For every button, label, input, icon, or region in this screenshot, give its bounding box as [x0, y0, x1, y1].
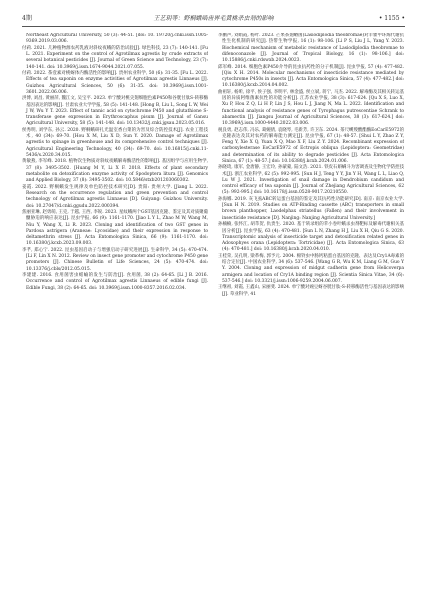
reference-entry: 曲祖轩, 杨昕, 徐平, 侯子强, 李明平, 林金盛, 侯立斌, 蒋宁, 马杰. 2022. 解毒酶及其相关转运基因的异质阿维菌素抗性的功能分析[J]. 江苏农业学报, 38 (3): 617-624. [Qu X S, Luo X, Xu P, Hou Z Q, Li H P, Lin J S, Hou L J, Jiang N, Ma L. 2022. Identification and functional analysis of resistance genes of Tyrophagus putrescentiae Schrank to abamectin [J]. Jiangsu Journal of Agricultural Sciences, 38 (3): 617-624.] doi: 10.3969/j.issn.1000-4440.2022.03.006.	[218, 89, 404, 127]
references-column-right	[218, 33, 404, 593]
reference-entry: 黄敏燕, 李军峰. 2018. 植物次生物质对斜纹夜蛾解毒酶活性的影响[J]. 基因组学与应用生物学, 37 (8): 3495-3502. [Huang M Y, Li X F. 2018. Effects of plant secondary metabolite on detoxification enzyme activity of Spodoptera litura [J]. Genomics and Applied Biology, 37 (8): 3495-3502. doi: 10.5846/stxb201203060302.	[22, 159, 208, 184]
reference-entry: 付莉. 2021. 几种植物源农药乳液对斜纹夜蛾的防治试验[J]. 绿色科技, 23 (7): 140-141. [Fu L. 2021. Experiment on the control of Agrotilmax agrestis by crude extracts of several botanical pesticides [J]. Journal of Green Science and Technology, 23 (7): 140-141. doi: 10.3969/j.issn.1674-9044.2021.07.055.	[22, 45, 208, 70]
reference-entry: 孙晓琦, 康军, 金唐静, 王宏玲, 孙蒙蒙, 陆文浩. 2021. 铁皮石斛螨斗为害调查及生物化学防控技术[J]. 浙江农业科学, 62 (5): 992-995. [Sun H J, Teng Y Y, Jin Y H, Wang L L, Liao Q, Lu W J. 2021. Investigation of snail damage in Dendrobium candidum and control efficacy of tea saponin [J]. Journal of Zhejiang Agricultural Sciences, 62 (5): 992-995.] doi: 10.16178/j.issn.0528-9017.20210550.	[218, 165, 404, 196]
reference-entry: 姜霞. 2022. 野桐蛾发生规律及单色防控技术研究[D]. 贵阳: 贵州大学. [Jiang L. 2022. Research on the occurrence regulation and green prevention and control technology of Agrotilmax agrestis Linnaeus [D]. Guiyang: Guizhou University. doi: 10.27047/d.cnki.ggudu.2022.000394.	[22, 184, 208, 209]
reference-entry: 李建建. 2016. 食用菌害虫蛞蝓的发生与防治[J]. 食用菌, 38 (2): 64-65. [Li J B. 2016. Occurrence and control of Agrotilmax agrestis Linnaeus of edible fungi [J]. Edible Fungi, 38 (2): 64-65. doi: 10.3969/j.issn.1000-8357.2016.02.034.	[22, 273, 208, 291]
reference-entry: 付莉. 2022. 茶壹素对桃蚜体内酶活性的影响[J]. 贵州农业科学, 50 (6): 31-35. [Fu L. 2022. Effects of tea saponin on enzyme activities of Agrotilmax agrestis Linnaeus [J]. Guizhou Agricultural Sciences, 50 (6): 31-35. doi: 10.3969/j.issn.1001-3601.2022.06.006.	[22, 71, 208, 95]
references-column-left	[22, 33, 208, 593]
reference-entry: 孙海娜. 2019. 灰飞虱ABC转运蛋白基因的鉴定及其抗药性功能研究[D]. 南京: 南京农业大学. [Sun H N. 2019. Studies on ATP-Binding cassette (ABC) transporters in small brown planthopper, Laodelphax striatellus (Fallen) and their involvement in insecticide resistance [D]. Nanjing: Nanjing Agricultural University.]	[218, 196, 404, 221]
reference-entry: 王继祖, 刘霞, 王鑫山, 宋丽斐. 2024. 单宁酸对豌豆蚜谷胱甘肽-S-转移酶活性与基因表达的影响[J]. 草业科学, 41	[218, 285, 404, 297]
reference-entry: 焦丽亚琳, 赵勇萌, 王克, 于越, 王西, 李锐. 2023. 星纹蛾两个GST基因克隆、鉴定及其对质聚葡醣胁迫的响应表达[J]. 昆虫学报, 66 (9): 1161-1170. [Jiao L Y L, Zhao M W, Wang M, Niu Y, Wang X, Li R. 2023. Cloning and identification of two GST genes in Pardosa astrigera (Araneae: Lycosidae) and their expression in response to deltamethrin stress [J]. Acta Entomologica Sinica, 66 (9): 1161-1170. doi: 10.16380/j.kcxb.2023.09.003.	[22, 210, 208, 247]
reference-entry: 王桂荣, 吴孔明, 梁革梅, 郭予元. 2004. 棉铃虫中肠钙粘蛋白基因的克隆、表达及Cry1A毒素的结合定位[J]. 中国农业科学, 34 (6): 537-546. [Wang G R, Wu K M, Liang G M, Guo Y Y. 2004. Cloning and expression of midgut cadherin gene from Helicoverpa armigera and location of Cry1A binding region [J]. Scientia Sinica Vitae, 34 (6): 537-546.] doi: 10.3321/j.issn:1006-9259.2004.06.007.	[218, 253, 404, 284]
reference-entry: 孙楠楠, 张怀江, 胡萃贺, 仇贵生. 2020. 基于转录组的苹小卷叶蛾杀虫剂靶标及解毒代谢相关基因分析[J]. 昆虫学报, 63 (4): 470-481. [Sun L N, Zhang H J, Liu X H, Qiu G S. 2020. Transcriptomic analysis of insecticide target and detoxification related genes in Adoxophyes orana (Lepidoptera: Tortricidae) [J]. Acta Entomologica Sinica, 63 (4): 470-481.] doi: 10.16380/j.kcxb.2020.04.010.	[218, 222, 404, 253]
reference-entry: 李鹏声, 刘娟霞, 杨叶. 2023. 芒果茶翅蝽菌(Lasiodiplodia theobromae)对羊藿甲环烯代谢抗性生化机制的研究[J]. 热带生物学报, 16 (1): 98-106. [Li P S, Liu J L, Yang Y. 2023. Biochemical mechanism of metabolic resistance of Lasiodiplodia theobromae to difenoconazole [J]. Journal of Tropical Biology, 16 (1): 98-106.] doi: 10.15886/j.cnki.rdswxb.2024.0023.	[218, 33, 404, 63]
reference-entry: 税良勇, 赵志伟, 冯乐, 葛婉倩, 袁晓琴, 毛新芳, 许卫东. 2024. 茶尺蠖羧酸酯酶EoCarE5972的克隆表达及其对农药的解毒能力测定[J]. 昆虫学报, 67 (1): 48-57. [Shui L Y, Zhao Z Y, Feng Y, Xie X Q, Yuan X Q, Mao X F, Liu Z Y. 2024. Recombinant expression of carboxylesterase EoCarE5972 of Ectropis obliqua (Lepidoptera: Geometridae) and determination of its ability to degrade pesticides [J]. Acta Entomologica Sinica, 67 (1): 48-57.] doi: 10.16380/j.kcxb.2024.01.006.	[218, 127, 404, 164]
issue-number: 4期	[22, 15, 32, 22]
running-title: 王艺玥等：野桐蛾啮齿界毛黄桃杀虫剂的影响	[153, 15, 274, 22]
reference-entry: Northeast Agricultural University, 50 (3): 44-51. [doi: 10. 19720/j.cnki.issn.1005-9369.2019.03.006.	[26, 33, 208, 45]
reference-entry: 侯秀明, 刘学东, 孙云. 2020. 野桐蛾研扎光温室香白菜的为害及综合防控技术[J]. 农业工程技术, 40 (34): 69-70. [Hou X M, Liu X D, Sun Y. 2020. Damage of Agrotilmax agrestis to spinage in greenhouse and its comprehensive control techniques [J]. Agricultural Engineering Technology, 40 (34): 69-70. doi: 10.16815/j.cnki.11-5436/s.2020.34.015.	[22, 127, 208, 158]
reference-entry: 洪博, 刘昌, 黄丽萍, 魏江文, 吴宝平. 2023. 单宁酸对桃尖翅细胞色素P450和谷胱甘肽S-转移酶基因表达的影响[J]. 甘肃农业大学学报, 58 (5): 141-148. [Hong B, Liu L, Song L W, Wei J W, Wu Y T. 2023. Effect of tannic acid on cytochrome P450 and glutathione S-transferase gene expression in Erythroscaphus pisum [J]. Journal of Gansu Agricultural University, 58 (5): 141-148. doi: 10.13432/j.cnki.jgsau.2023.05.016.	[22, 96, 208, 127]
page-number: • 1155 •	[378, 15, 405, 22]
reference-entry: 邱军峰. 2014. 细胞色素P450介导的昆虫抗药性的分子机制[J]. 昆虫学报, 57 (4): 477-482. [Qiu X H. 2014. Molecular mechanisms of insecticide resistance mediated by cytochrome P450s in insects [J]. Acta Entomologica Sinica, 57 (4): 477-482.] doi: 10.16380/j.kcxb.2014.04.002.	[218, 64, 404, 89]
running-header	[22, 12, 405, 27]
reference-entry: 李芊, 郑心宁. 2022. 昆虫基因启动子与增强启动子研究进展[J]. 生命科学, 34 (5): 470-474. [Li F, Lin X N. 2012. Review on insect gene promoter and cytochrome P450 gene promoters [J]. Chinese Bulletin of Life Sciences, 24 (5): 470-474. doi: 10.13376/j.cbls/2012.05.015.	[22, 247, 208, 272]
